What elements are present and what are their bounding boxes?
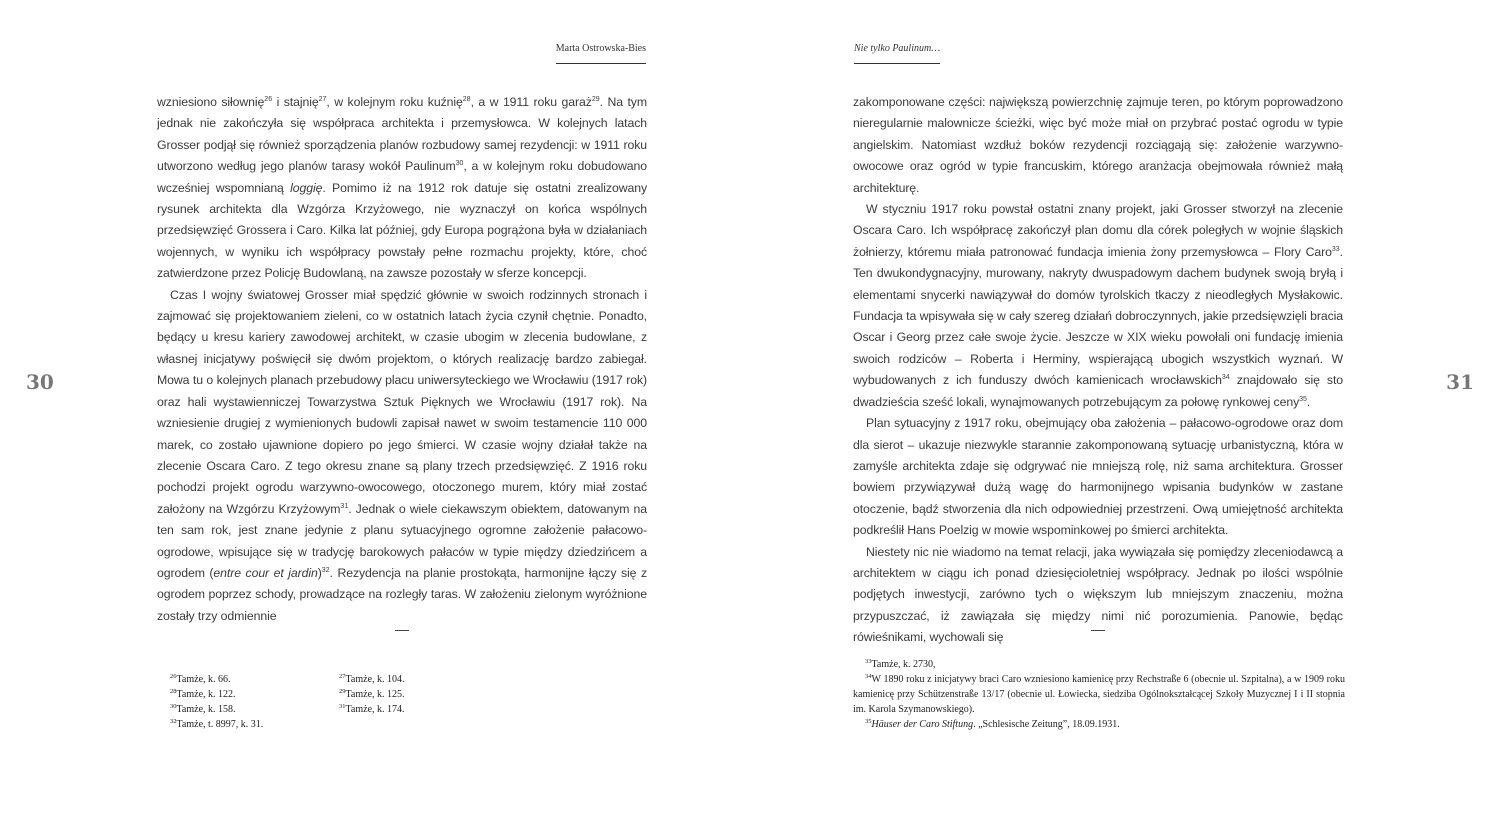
right-page <box>750 0 1500 822</box>
footnote-number: 35 <box>865 718 872 725</box>
footnote-29: $^{29}$Tamże, k. 125. <box>339 688 405 700</box>
italic-text: entre cour et jardin <box>213 565 318 580</box>
text-run: . Pomimo iż na 1912 rok datuje się ostatni zrealizowany rysunek architekta dla Wzgórza Krzyżowego, nie wyznaczył on końca wspólnych przedsięwzięć Grossera i Caro. Kilka lat później, gdy Europa pogrążona była w działaniach wojennych, w wyniku ich współpracy powstały pełne rozmachu projekty, które, choć zatwierdzone przez Policję Budowlaną, na zawsze pozostały w sferze koncepcji. <box>157 180 648 281</box>
footnote-ref: 29 <box>591 96 600 103</box>
footnote-text: . „Schlesische Zeitung”, 18.09.1931. <box>973 719 1120 730</box>
text-run: Plan sytuacyjny z 1917 roku, obejmujący oba założenia – pałacowo-ogrodowe oraz dom dla sierot – ukazuje niezwykle starannie zakomponowaną sytuację urbanistyczną, która w zamyśle architekta zdaje się odgrywać nie mniejszą rolę, niż sama architektura. Grosser bowiem przywiązywał dużą wagę do harmonijnego wpisania budynków w zastane otoczenie, bądź stworzenia dla nich odpowiedniej przestrzeni. Ową umiejętność architekta podkreślił Hans Poelzig w mowie wspominkowej po śmierci architekta. <box>853 416 1343 538</box>
italic-text: Häuser der Caro Stiftung <box>871 719 974 730</box>
text-run: . Rezydencja na planie prostokąta, harmonijne łączy się z ogrodem poprzez schody, prowadzące na rozległy taras. W założeniu zielonym wyróżnione zostały trzy odmiennie <box>157 565 648 623</box>
footnote-26: $^{26}$Tamże, k. 66. <box>170 673 231 685</box>
footnote-35 <box>853 717 1345 732</box>
text-run: Niestety nic nie wiadomo na temat relacji, jaka wywiązała się pomiędzy zleceniodawcą a architektem w ciągu ich ponad dziesięcioletniej współpracy. Jednak po ilości wspólnie podjętych inwestycji, zarówno tych o większym lub mniejszym znaczeniu, można przypuszczać, iż zawiązała się między nimi nić porozumienia. Panowie, będąc rówieśnikami, wychowali się <box>853 544 1343 645</box>
footnote-30: $^{30}$Tamże, k. 158. <box>170 703 236 715</box>
paragraph <box>157 92 647 285</box>
running-header-author: Marta Ostrowska-Bies <box>556 43 646 64</box>
text-run: . <box>1306 394 1311 409</box>
text-run: i stajnię <box>272 95 319 109</box>
body-text <box>157 92 647 627</box>
footnote-28: $^{28}$Tamże, k. 122. <box>170 688 236 700</box>
text-run: . Na tym jednak nie zakończyła się współpraca architekta i przemysłowca. W kolejnych latach Grosser podjął się również sporządzenia planów rozbudowy samej rezydencji: w 1911 roku utworzono według jego planów tarasy wokół Paulinum <box>157 95 647 174</box>
footnote-number: 33 <box>865 658 872 665</box>
footnote-text: Tamże, k. 2730, <box>871 659 936 670</box>
text-run: zakomponowane części: największą powierzchnię zajmuje teren, po którym poprowadzono nieregularnie malownicze ścieżki, więc być może miał on przybrać postać ogrodu w typie angielskim. Natomiast wzdłuż boków rezydencji rozciągają się: założenie warzywno-owocowe oraz ogród w typie francuskim, którego aranżacja obejmowała również małą architekturę. <box>853 95 1343 195</box>
footnotes <box>170 672 490 732</box>
footnotes <box>853 657 1345 732</box>
footnote-text: W 1890 roku z inicjatywy braci Caro wzniesiono kamienicę przy Rechstraße 6 (obecnie ul. Szpitalna), a w 1909 roku kamienicę przy Schützenstraße 13/17 (obecnie ul. Łowiecka, siedziba Ogólnokształcącej Szkoły Muzycznej I i II stopnia im. Karola Szymanowskiego). <box>853 674 1345 715</box>
paragraph <box>853 413 1343 541</box>
footnote-34 <box>853 672 1345 717</box>
footnote-ref: 33 <box>1331 245 1340 253</box>
paragraph <box>853 199 1343 413</box>
text-run: . Jednak o wiele ciekawszym obiektem, datowanym na ten sam rok, jest znane jedynie z planu sytuacyjnego ogromne założenie pałacowo-ogrodowe, wpisujące się w tradycję barokowych pałaców w typie między dziedzińcem a ogrodem ( <box>157 501 648 580</box>
paragraph <box>853 542 1343 649</box>
footnote-ref: 35 <box>1299 395 1307 403</box>
footnote-ref: 27 <box>318 96 327 103</box>
italic-text: loggię <box>290 180 323 195</box>
footnote-ref: 30 <box>455 160 464 168</box>
text-run: znajdowało się sto dwadzieścia sześć lokali, wynajmowanych potrzebującym za połowę rynkowej ceny <box>853 373 1344 409</box>
page-number: 30 <box>26 370 54 394</box>
text-run: , a w kolejnym roku dobudowano wcześniej wspomnianą <box>157 159 647 195</box>
text-run: , a w 1911 roku garaż <box>470 95 592 109</box>
footnote-ref: 34 <box>1221 374 1230 382</box>
footnote-ref: 28 <box>462 96 471 103</box>
text-run: W styczniu 1917 roku powstał ostatni znany projekt, jaki Grosser stworzył na zlecenie Oscara Caro. Ich współpracę zakończył plan domu dla córek poległych w wojnie śląskich żołnierzy, któremu miała patronować fundacja imienia żony przemysłowca – Flory Caro <box>853 202 1343 259</box>
text-run: , w kolejnym roku kuźnię <box>326 95 463 109</box>
footnote-separator-dash <box>395 630 409 631</box>
footnote-number: 34 <box>865 673 872 680</box>
footnote-32: $^{32}$Tamże, t. 8997, k. 31. <box>170 718 264 730</box>
footnote-27: $^{27}$Tamże, k. 104. <box>339 673 405 685</box>
body-text <box>853 92 1343 649</box>
text-run: ) <box>317 565 322 580</box>
footnote-separator-dash <box>1091 630 1105 631</box>
footnote-33 <box>853 657 1345 672</box>
page-number: 31 <box>1446 370 1474 394</box>
text-run: wzniesiono siłownię <box>157 95 265 109</box>
text-run: Czas I wojny światowej Grosser miał spędzić głównie w swoich rodzinnych stronach i zajmować się projektowaniem zieleni, co w ostatnich latach życia czynił chętnie. Ponadto, będący u kresu kariery zawodowej architekt, w czasie ubogim w zlecenia budowlane, z własnej inicjatywy poświęcił się dwóm projektom, o których realizację bardzo zabiegał. Mowa tu o kolejnych planach przebudowy placu uniwersyteckiego we Wrocławiu (1917 rok) oraz hali wystawienniczej Towarzystwa Sztuk Pięknych we Wrocławiu (1917 rok). Na wzniesienie drugiej z wymienionych budowli zapisał nawet w swoim testamencie 110 000 marek, co zostało ujawnione dopiero po jego śmierci. W czasie wojny działał także na zlecenie Oscara Caro. Z tego okresu znane są plany trzech przedsięwzięć. Z 1916 roku pochodzi projekt ogrodu warzywno-owocowego, otoczonego murem, który miał zostać założony na Wzgórzu Krzyżowym <box>157 287 647 516</box>
footnote-ref: 31 <box>340 502 349 510</box>
running-header-title: Nie tylko Paulinum… <box>854 43 940 64</box>
footnote-ref: 32 <box>321 566 330 574</box>
footnote-31: $^{31}$Tamże, k. 174. <box>339 703 405 715</box>
paragraph <box>157 285 647 628</box>
footnote-ref: 26 <box>264 96 273 103</box>
paragraph <box>853 92 1343 199</box>
text-run: . Ten dwukondygnacyjny, murowany, nakryty dwuspadowym dachem budynek swoją bryłą i elementami snycerki nawiązywał do domów tyrolskich tkaczy z nieodległych Mysłakowic. Fundacja ta wpisywała się w cały szereg działań dobroczynnych, jakie przedsięwzięli bracia Oscar i Georg przez całe swoje życie. Jeszcze w XIX wieku powołali oni fundację imienia swoich rodziców – Roberta i Herminy, wspierającą ubogich wszystkich wyznań. W wybudowanych z ich funduszy dwóch kamienicach wrocławskich <box>853 244 1343 388</box>
